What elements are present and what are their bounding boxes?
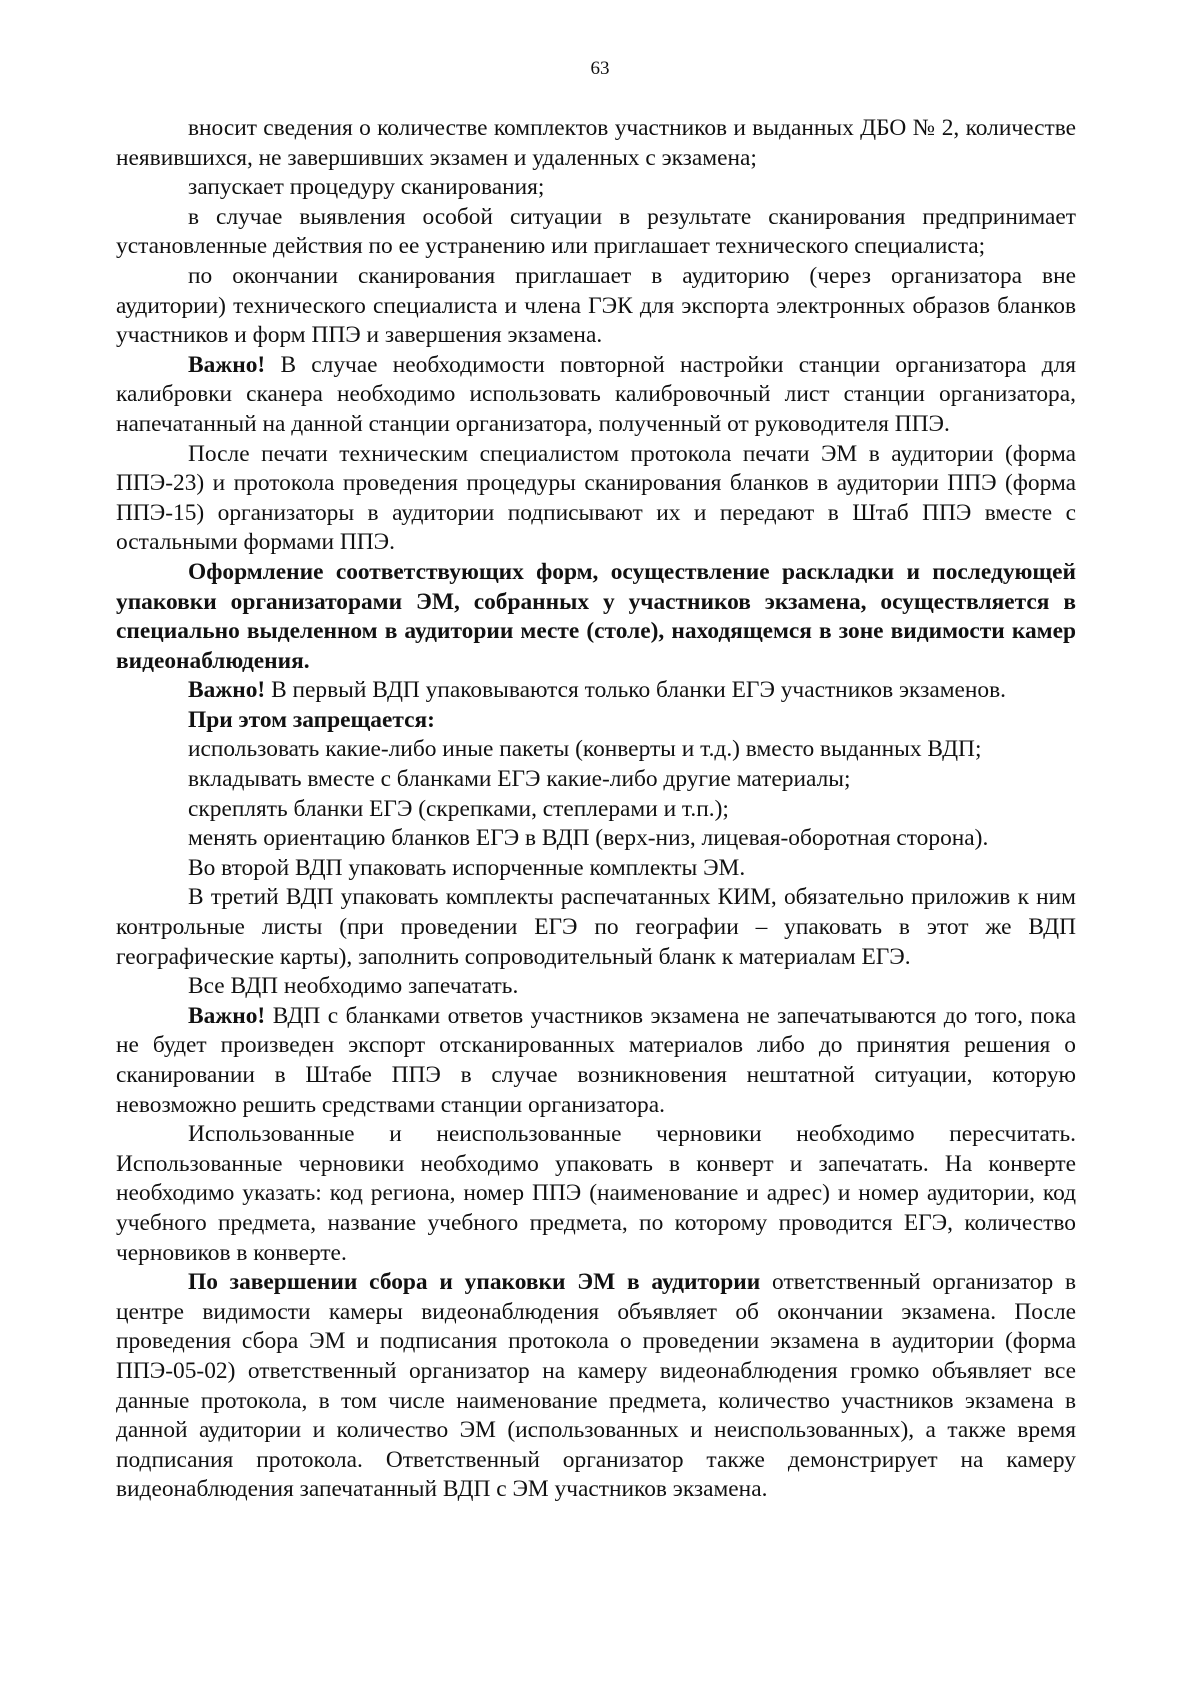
paragraph-text: ВДП с бланками ответов участников экзамена не запечатываются до того, пока не будет произведен экспорт отсканированных материалов либо до принятия решения о сканировании в Штабе ППЭ в случае возникновения нештатной ситуации, которую невозможно решить средствами станции организатора.: [116, 1002, 1076, 1118]
list-item: использовать какие-либо иные пакеты (конверты и т.д.) вместо выданных ВДП;: [188, 736, 982, 763]
paragraph-text: В первый ВДП упаковываются только бланки ЕГЭ участников экзаменов.: [265, 677, 1006, 704]
important-label: Важно!: [188, 351, 266, 378]
paragraph: вносит сведения о количестве комплектов участников и выданных ДБО № 2, количестве неявившихся, не завершивших экзамен и удаленных с экзамена;: [116, 115, 1076, 171]
bold-lead: По завершении сбора и упаковки ЭМ в аудитории: [188, 1269, 761, 1296]
paragraph: запускает процедуру сканирования;: [188, 174, 545, 201]
important-label: Важно!: [188, 677, 266, 704]
important-label: Важно!: [188, 1002, 266, 1029]
paragraph: [116, 1002, 1076, 1120]
paragraph: по окончании сканирования приглашает в аудиторию (через организатора вне аудитории) технического специалиста и члена ГЭК для экспорта электронных образов бланков участников и форм ППЭ и завершения экзамена.: [116, 262, 1076, 349]
paragraph: [116, 1268, 1076, 1505]
list-item: менять ориентацию бланков ЕГЭ в ВДП (верх-низ, лицевая-оборотная сторона).: [188, 825, 989, 852]
paragraph-text: В случае необходимости повторной настройки станции организатора для калибровки сканера необходимо использовать калибровочный лист станции организатора, напечатанный на данной станции организатора, полученный от руководителя ППЭ.: [116, 351, 1076, 437]
list-item: скреплять бланки ЕГЭ (скрепками, степлерами и т.п.);: [188, 795, 729, 822]
document-body: [116, 114, 1076, 1505]
paragraph: Использованные и неиспользованные черновики необходимо пересчитать. Использованные черновики необходимо упаковать в конверт и запечатать. На конверте необходимо указать: код региона, номер ППЭ (наименование и адрес) и номер аудитории, код учебного предмета, название учебного предмета, по которому проводится ЕГЭ, количество черновиков в конверте.: [116, 1121, 1076, 1266]
paragraph: в случае выявления особой ситуации в результате сканирования предпринимает установленные действия по ее устранению или приглашает технического специалиста;: [116, 203, 1076, 260]
paragraph-text: ответственный организатор в центре видимости камеры видеонаблюдения объявляет об окончании экзамена. После проведения сбора ЭМ и подписания протокола о проведении экзамена в аудитории (форма ППЭ-05-02) ответственный организатор на камеру видеонаблюдения громко объявляет все данные протокола, в том числе наименование предмета, количество участников экзамена в данной аудитории и количество ЭМ (использованных и неиспользованных), а также время подписания протокола. Ответственный организатор также демонстрирует на камеру видеонаблюдения запечатанный ВДП с ЭМ участников экзамена.: [116, 1269, 1076, 1503]
paragraph: [116, 351, 1076, 440]
paragraph: [116, 676, 1076, 706]
paragraph: Все ВДП необходимо запечатать.: [188, 973, 519, 1000]
page-number: 63: [590, 58, 610, 79]
prohibition-heading: При этом запрещается:: [188, 706, 435, 733]
paragraph: В третий ВДП упаковать комплекты распечатанных КИМ, обязательно приложив к ним контрольные листы (при проведении ЕГЭ по географии – упаковать в этот же ВДП географические карты), заполнить сопроводительный бланк к материалам ЕГЭ.: [116, 884, 1076, 970]
list-item: вкладывать вместе с бланками ЕГЭ какие-либо другие материалы;: [188, 766, 851, 793]
paragraph: Во второй ВДП упаковать испорченные комплекты ЭМ.: [188, 854, 746, 881]
paragraph: После печати техническим специалистом протокола печати ЭМ в аудитории (форма ППЭ-23) и протокола проведения процедуры сканирования бланков в аудитории ППЭ (форма ППЭ-15) организаторы в аудитории подписывают их и передают в Штаб ППЭ вместе с остальными формами ППЭ.: [116, 440, 1076, 556]
bold-paragraph: Оформление соответствующих форм, осуществление раскладки и последующей упаковки организаторами ЭМ, собранных у участников экзамена, осуществляется в специально выделенном в аудитории месте (столе), находящемся в зоне видимости камер видеонаблюдения.: [116, 558, 1076, 674]
